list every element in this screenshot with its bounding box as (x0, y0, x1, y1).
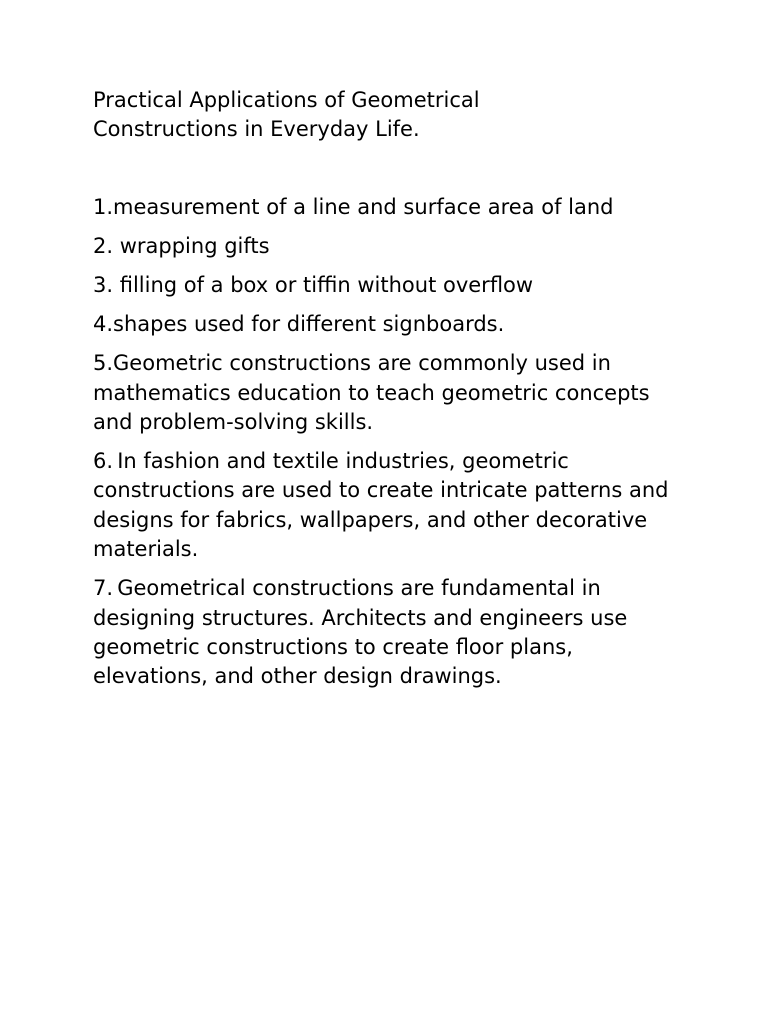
document-title (93, 86, 688, 145)
list-item: 3. filling of a box or tiffin without overflow (93, 272, 534, 297)
list-item: 5.Geometric constructions are commonly used in mathematics education to teach geometric concepts and problem-solving skills. (93, 351, 650, 434)
title-line: Constructions in Everyday Life. (93, 117, 420, 142)
list-item: 7. Geometrical constructions are fundamental in designing structures. Architects and engineers use geometric constructions to create floor plans, elevations, and other design drawings. (93, 576, 628, 689)
list-item: 6. In fashion and textile industries, geometric constructions are used to create intricate patterns and designs for fabrics, wallpapers, and other decorative materials. (93, 449, 669, 562)
title-line: Practical Applications of Geometrical (93, 88, 480, 112)
list-item: 1.measurement of a line and surface area of land (93, 194, 614, 219)
list-item: 4.shapes used for different signboards. (93, 312, 505, 337)
list-item: 2. wrapping gifts (93, 233, 270, 258)
applications-list (93, 193, 688, 692)
